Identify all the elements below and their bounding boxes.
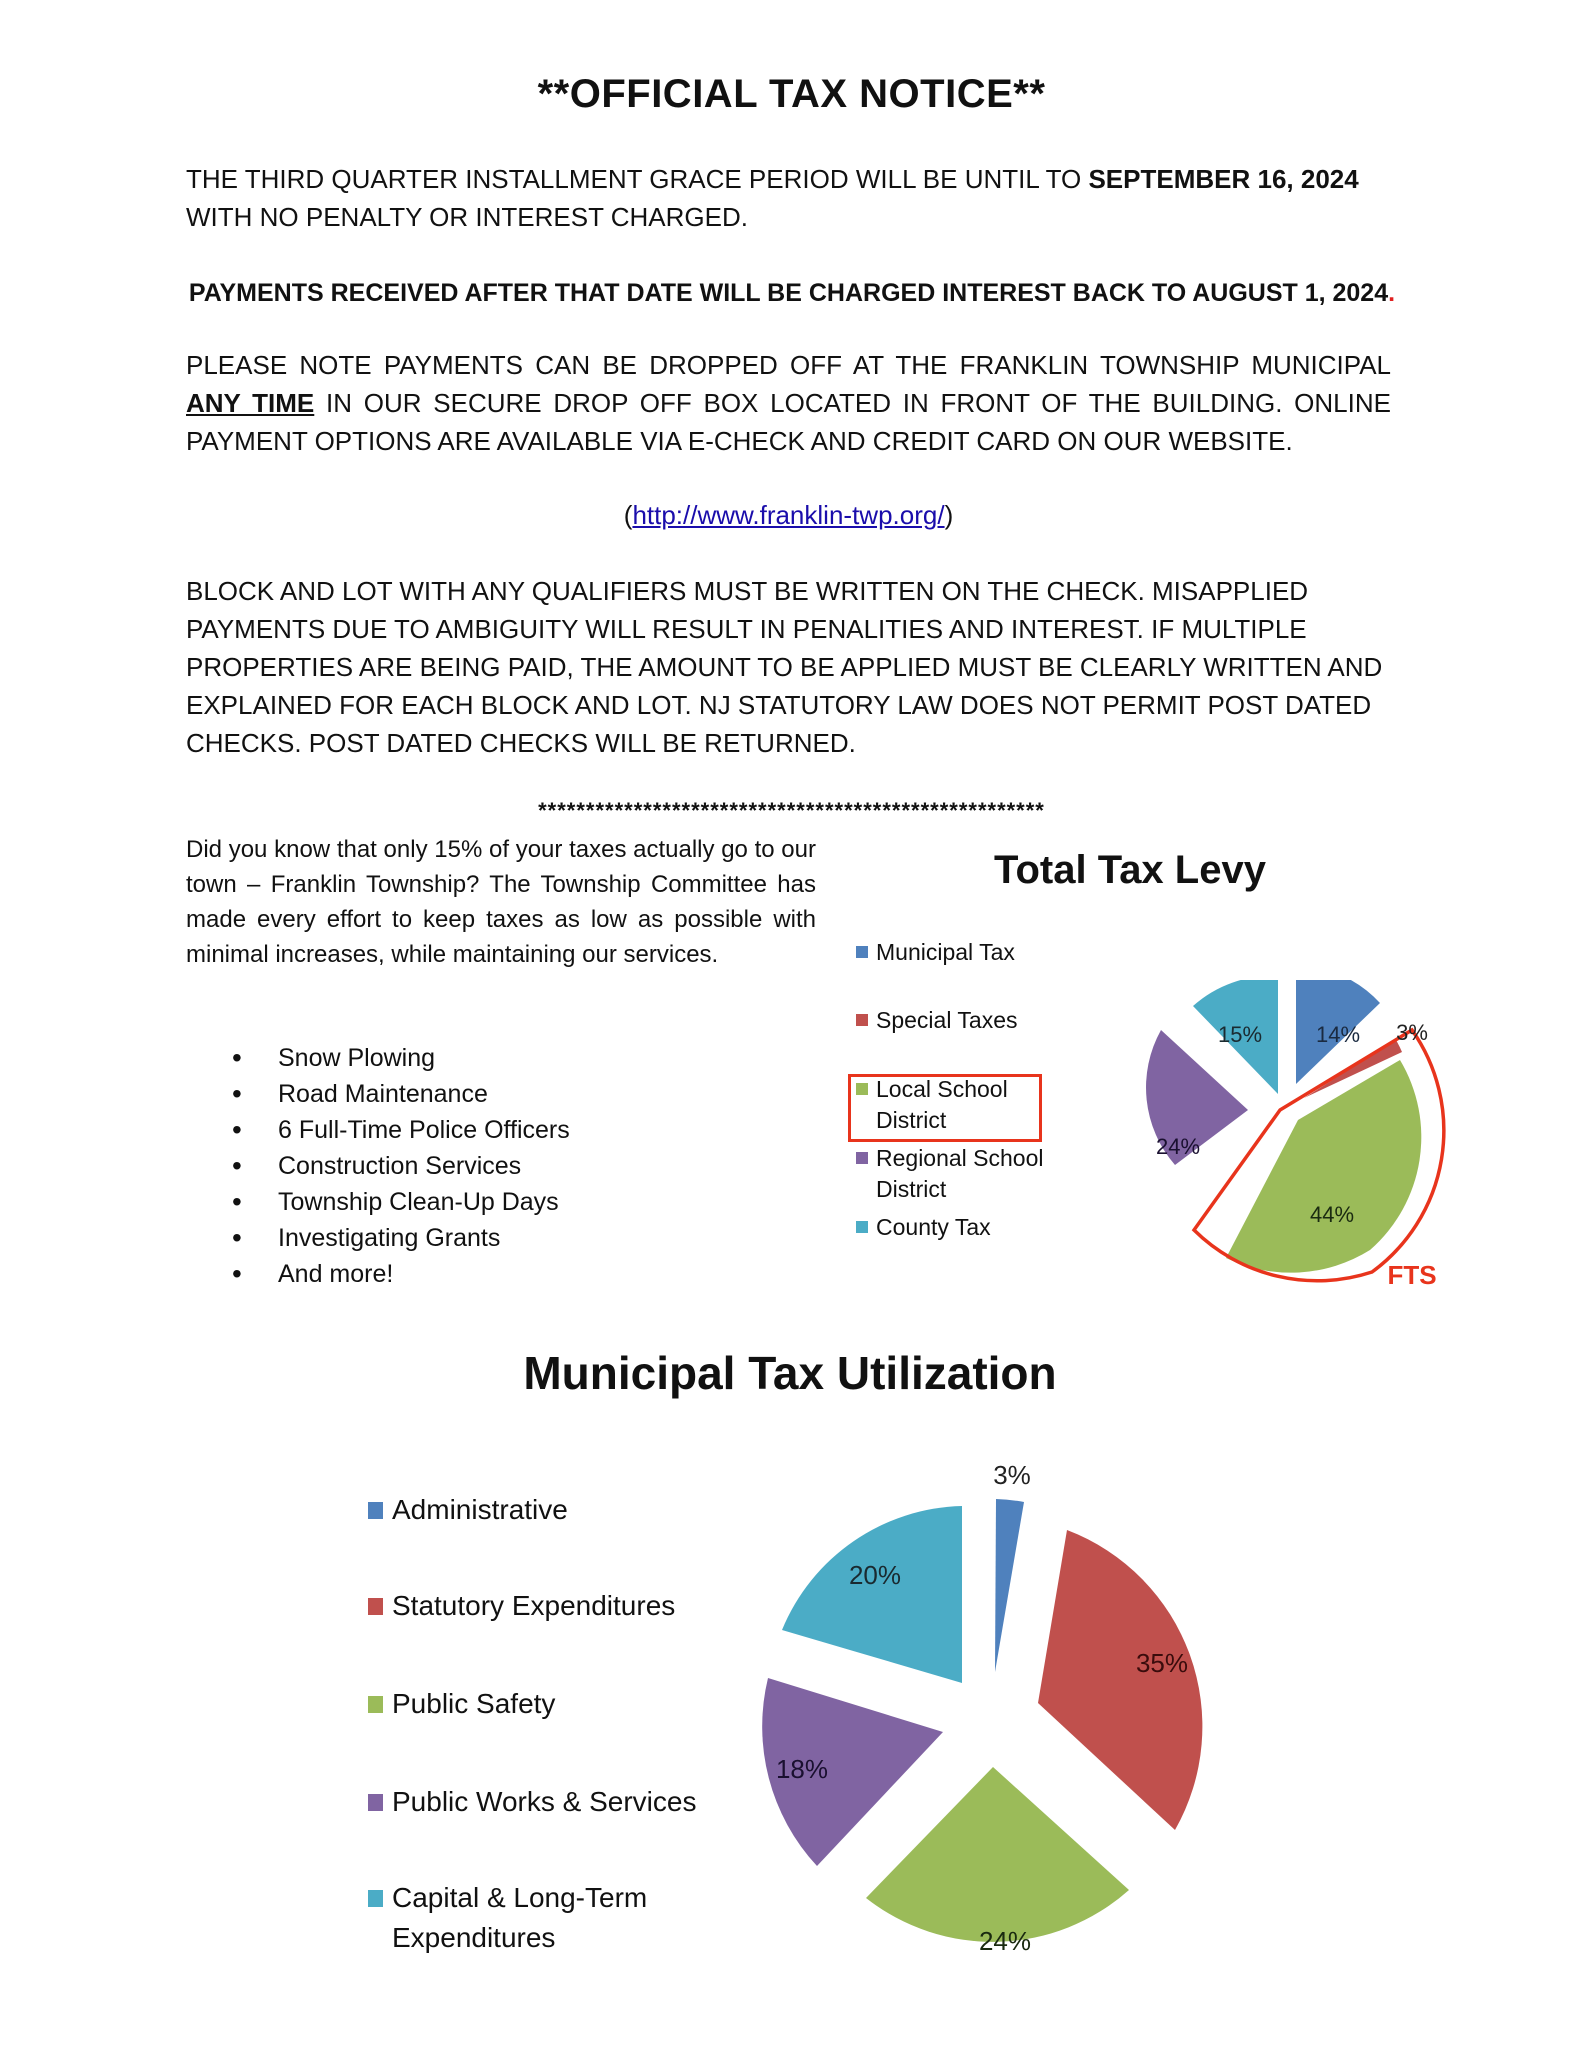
util-label-administrative: 3% [993,1460,1031,1490]
service-item: • And more! [186,1256,570,1292]
legend-swatch-green-icon [368,1696,383,1713]
drop-off-text-2: IN OUR SECURE DROP OFF BOX LOCATED IN FRONT OF THE BUILDING. ONLINE PAYMENT OPTIONS ARE AVAILABLE VIA E-CHECK AND CREDIT CARD ON OUR WEBSITE. [186,388,1391,456]
service-item: • 6 Full-Time Police Officers [186,1112,570,1148]
service-item: • Snow Plowing [186,1040,570,1076]
township-intro: Did you know that only 15% of your taxes actually go to our town – Franklin Township? The Township Committee has made every effort to keep taxes as low as possible with minimal increases, while maintaining our services. [186,836,816,968]
legend-item-administrative: Administrative [368,1490,568,1530]
levy-label-special: 3% [1396,1020,1428,1045]
late-payment-notice [172,274,1412,312]
services-list [186,1040,570,1292]
grace-period-date: SEPTEMBER 16, 2024 [1088,164,1359,194]
legend-item-local-school-district: Local School District [856,1074,1008,1136]
asterisk-divider: ***************************************************** [538,798,1045,823]
util-slice-public-safety [866,1767,1129,1942]
legend-swatch-red-icon [368,1598,383,1615]
legend-swatch-cyan-icon [368,1890,383,1907]
grace-period-text: THE THIRD QUARTER INSTALLMENT GRACE PERIOD WILL BE UNTIL TO [186,164,1089,194]
drop-off-paragraph [186,346,1391,460]
grace-period-text-2: WITH NO PENALTY OR INTEREST CHARGED. [186,202,748,232]
drop-off-emphasis: ANY TIME [186,388,315,418]
levy-label-municipal: 14% [1315,1022,1361,1047]
service-item: • Construction Services [186,1148,570,1184]
website-close-paren: ) [944,500,954,530]
util-label-statutory: 35% [1135,1648,1189,1678]
fts-annotation: FTS [1387,1260,1437,1290]
levy-label-county: 15% [1217,1022,1263,1047]
service-item: • Investigating Grants [186,1220,570,1256]
util-slice-administrative [995,1499,1024,1672]
levy-slice-local-school [1226,1060,1421,1273]
service-item: • Township Clean-Up Days [186,1184,570,1220]
levy-pie-chart [1120,980,1460,1300]
legend-swatch-blue-icon [856,946,868,958]
levy-label-regional: 24% [1155,1134,1201,1159]
util-label-capital: 20% [848,1560,902,1590]
website-line [186,496,1391,534]
legend-swatch-purple-icon [856,1152,868,1164]
legend-item-regional-school-district: Regional School District [856,1143,1044,1205]
legend-swatch-cyan-icon [856,1221,868,1233]
legend-item-statutory: Statutory Expenditures [368,1586,675,1626]
legend-swatch-red-icon [856,1014,868,1026]
util-label-public-safety: 24% [978,1926,1032,1956]
util-slice-statutory [1038,1530,1202,1830]
legend-item-capital: Capital & Long-Term Expenditures [368,1878,647,1958]
levy-chart-title: Total Tax Levy [994,848,1266,892]
util-chart-title: Municipal Tax Utilization [523,1347,1057,1399]
legend-item-public-works: Public Works & Services [368,1782,696,1822]
grace-period-paragraph [186,160,1391,236]
legend-swatch-purple-icon [368,1794,383,1811]
legend-item-municipal-tax: Municipal Tax [856,937,1015,968]
block-lot-paragraph: BLOCK AND LOT WITH ANY QUALIFIERS MUST BE WRITTEN ON THE CHECK. MISAPPLIED PAYMENTS DUE TO AMBIGUITY WILL RESULT IN PENALITIES AND INTEREST. IF MULTIPLE PROPERTIES ARE BEING PAID, THE AMOUNT TO BE APPLIED MUST BE CLEARLY WRITTEN AND EXPLAINED FOR EACH BLOCK AND LOT. NJ STATUTORY LAW DOES NOT PERMIT POST DATED CHECKS. POST DATED CHECKS WILL BE RETURNED. [186,576,1383,758]
service-item: • Road Maintenance [186,1076,570,1112]
legend-item-county-tax: County Tax [856,1212,991,1243]
notice-title: **OFFICIAL TAX NOTICE** [537,72,1046,116]
legend-swatch-green-icon [856,1083,868,1095]
levy-label-local-school: 44% [1309,1202,1355,1227]
util-pie-chart [740,1440,1260,2000]
drop-off-text-1: PLEASE NOTE PAYMENTS CAN BE DROPPED OFF AT THE FRANKLIN TOWNSHIP MUNICIPAL [186,350,1391,380]
website-link[interactable]: http://www.franklin-twp.org/ [632,500,945,530]
util-label-public-works: 18% [775,1754,829,1784]
late-payment-text: PAYMENTS RECEIVED AFTER THAT DATE WILL BE CHARGED INTEREST BACK TO AUGUST 1, 2024 [188,279,1389,307]
website-open-paren: ( [623,500,633,530]
legend-item-public-safety: Public Safety [368,1684,555,1724]
late-payment-period: . [1388,279,1396,307]
legend-swatch-blue-icon [368,1502,383,1519]
util-slice-capital [782,1506,962,1683]
legend-item-special-taxes: Special Taxes [856,1005,1018,1036]
